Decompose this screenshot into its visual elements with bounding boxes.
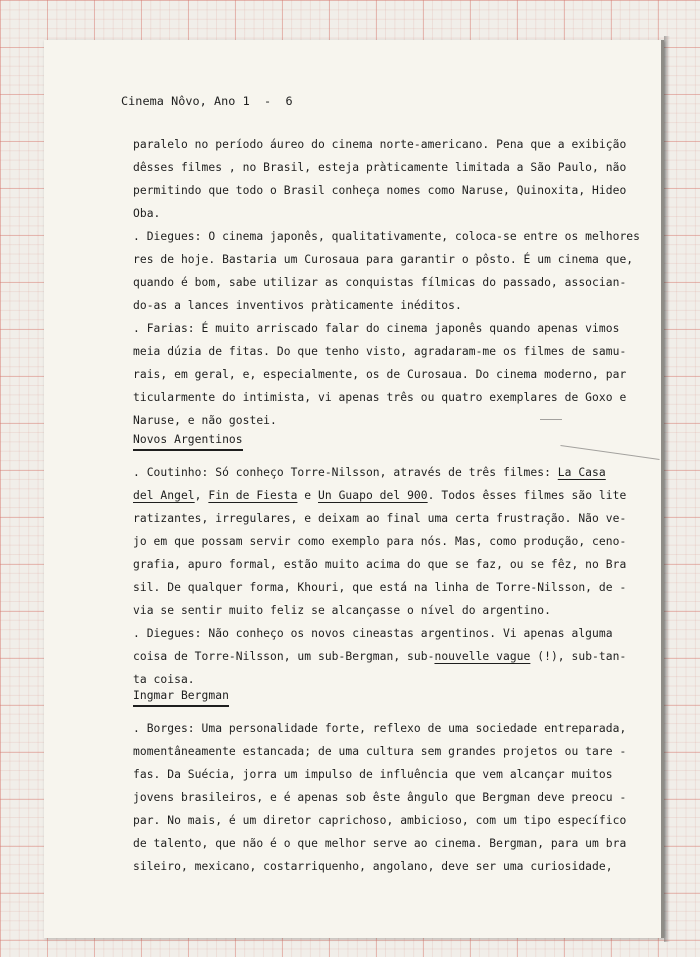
text-line: . Borges: Uma personalidade forte, reflexo de uma sociedade entreparada,	[133, 722, 627, 735]
text-line: ta coisa.	[133, 673, 195, 686]
text-line: . Coutinho: Só conheço Torre-Nilsson, através de três filmes: La Casa	[133, 466, 606, 479]
heading-underline	[133, 705, 229, 707]
text-line: . Diegues: O cinema japonês, qualitativamente, coloca-se entre os melhores	[133, 230, 640, 243]
film-title: Fin de Fiesta	[208, 489, 298, 502]
text-line: ticularmente do intimista, vi apenas três ou quatro exemplares de Goxo e	[133, 391, 627, 404]
text-line: par. No mais, é um diretor caprichoso, ambicioso, com um tipo específico	[133, 814, 627, 827]
heading-underline	[133, 449, 243, 451]
text-line: de talento, que não é o que melhor serve ao cinema. Bergman, para um bra	[133, 837, 627, 850]
text-line: rais, em geral, e, especialmente, os de Curosaua. Do cinema moderno, par	[133, 368, 627, 381]
section-heading-novos-argentinos: Novos Argentinos	[133, 433, 243, 446]
text-line: do-as a lances inventivos pràticamente inéditos.	[133, 299, 462, 312]
text-line: jovens brasileiros, e é apenas sob êste ângulo que Bergman deve preocu -	[133, 791, 627, 804]
text-line: permitindo que todo o Brasil conheça nomes como Naruse, Quinoxita, Hideo	[133, 184, 627, 197]
text-line: res de hoje. Bastaria um Curosaua para garantir o pôsto. É um cinema que,	[133, 253, 634, 266]
text-line: via se sentir muito feliz se alcançasse o nível do argentino.	[133, 604, 551, 617]
text-line: dêsses filmes , no Brasil, esteja pràticamente limitada a São Paulo, não	[133, 161, 627, 174]
text-line: Oba.	[133, 207, 161, 220]
text-line: quando é bom, sabe utilizar as conquistas fílmicas do passado, associan-	[133, 276, 627, 289]
film-title: del Angel	[133, 489, 195, 502]
text-line: ratizantes, irregulares, e deixam ao final uma certa frustração. Não ve-	[133, 512, 627, 525]
text-line: paralelo no período áureo do cinema norte-americano. Pena que a exibição	[133, 138, 627, 151]
text-line: sileiro, mexicano, costarriquenho, angolano, deve ser uma curiosidade,	[133, 860, 613, 873]
page-header: Cinema Nôvo, Ano 1 - 6	[121, 94, 293, 108]
text-line: . Farias: É muito arriscado falar do cinema japonês quando apenas vimos	[133, 322, 620, 335]
text-line: meia dúzia de fitas. Do que tenho visto, agradaram-me os filmes de samu-	[133, 345, 627, 358]
ink-smudge	[560, 445, 659, 460]
text-line: jo em que possam servir como exemplo para nós. Mas, como produção, ceno-	[133, 535, 627, 548]
film-title: Un Guapo del 900	[318, 489, 428, 502]
ink-smudge	[540, 419, 562, 420]
text-line: momentâneamente estancada; de uma cultura sem grandes projetos ou tare -	[133, 745, 627, 758]
text-line: coisa de Torre-Nilsson, um sub-Bergman, sub-nouvelle vague (!), sub-tan-	[133, 650, 627, 663]
text-line: del Angel, Fin de Fiesta e Un Guapo del 900. Todos êsses filmes são lite	[133, 489, 627, 502]
film-title: La Casa	[557, 466, 606, 479]
text-line: fas. Da Suécia, jorra um impulso de influência que vem alcançar muitos	[133, 768, 613, 781]
film-movement-term: nouvelle vague	[434, 650, 531, 663]
text-line: . Diegues: Não conheço os novos cineastas argentinos. Vi apenas alguma	[133, 627, 613, 640]
text-line: Naruse, e não gostei.	[133, 414, 277, 427]
section-heading-ingmar-bergman: Ingmar Bergman	[133, 689, 229, 702]
text-line: sil. De qualquer forma, Khouri, que está na linha de Torre-Nilsson, de -	[133, 581, 627, 594]
text-line: grafia, apuro formal, estão muito acima do que se faz, ou se fêz, no Bra	[133, 558, 627, 571]
